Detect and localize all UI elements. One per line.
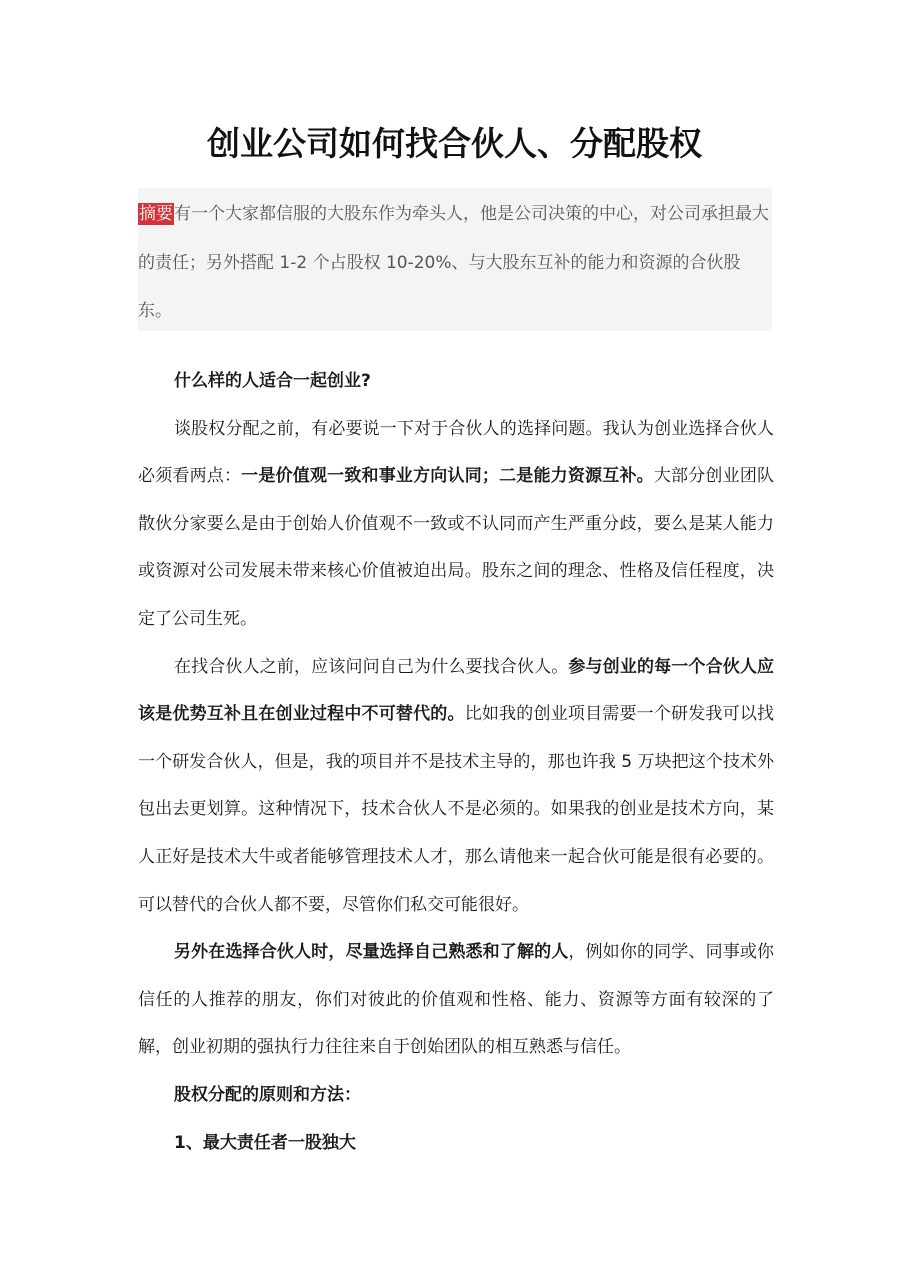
document-body (138, 358, 774, 1167)
paragraph (138, 644, 774, 930)
paragraph-text: 大部分创业团队散伙分家要么是由于创始人价值观不一致或不认同而产生严重分歧，要么是某人能力或资源对公司发展未带来核心价值被迫出局。股东之间的理念、性格及信任程度，决定了公司生死。 (138, 466, 775, 629)
paragraph-text: 比如我的创业项目需要一个研发我可以找一个研发合伙人，但是，我的项目并不是技术主导的，那也许我 5 万块把这个技术外包出去更划算。这种情况下，技术合伙人不是必须的。如果我的创业是技术方向，某人正好是技术大牛或者能够管理技术人才，那么请他来一起合伙可能是很有必要的。可以替代的合伙人都不要，尽管你们私交可能很好。 (138, 704, 775, 915)
abstract-tag: 摘要 (139, 204, 173, 224)
subsection-heading: 1、最大责任者一股独大 (174, 1132, 356, 1153)
paragraph-text: ，例如你的同学、同事或你信任的人推荐的朋友，你们对彼此的价值观和性格、能力、资源等方面有较深的了解，创业初期的强执行力往往来自于创始团队的相互熟悉与信任。 (138, 942, 775, 1058)
section-heading: 股权分配的原则和方法： (174, 1084, 361, 1105)
abstract-text: 有一个大家都信服的大股东作为牵头人，他是公司决策的中心，对公司承担最大的责任；另外搭配 1-2 个占股权 10-20%、与大股东互补的能力和资源的合伙股东。 (138, 204, 769, 321)
paragraph-emphasis: 参与创业的每一个合伙人应该是优势互补且在创业过程中不可替代的。 (138, 656, 775, 725)
abstract-box (138, 188, 772, 331)
paragraph-emphasis: 另外在选择合伙人时，尽量选择自己熟悉和了解的人 (174, 942, 569, 963)
paragraph (138, 929, 774, 1072)
paragraph-text: 在找合伙人之前，应该问问自己为什么要找合伙人。 (174, 656, 569, 677)
document-title: 创业公司如何找合伙人、分配股权 (207, 124, 702, 163)
paragraph-text: 谈股权分配之前，有必要说一下对于合伙人的选择问题。我认为创业选择合伙人必须看两点： (138, 418, 774, 487)
paragraph (138, 406, 774, 644)
paragraph-emphasis: 一是价值观一致和事业方向认同；二是能力资源互补。 (241, 466, 654, 487)
section-heading: 什么样的人适合一起创业? (174, 371, 371, 391)
